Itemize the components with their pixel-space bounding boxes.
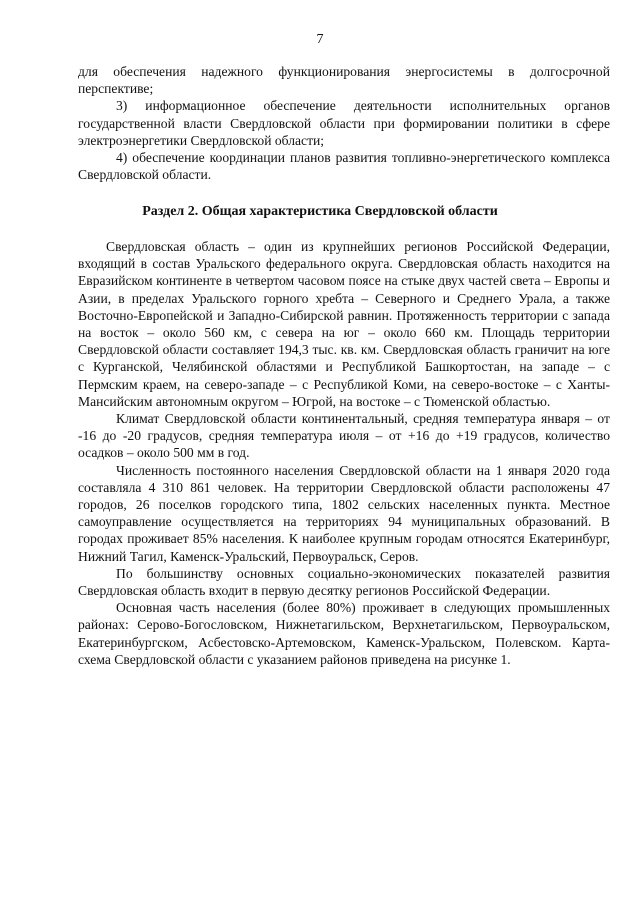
paragraph: 3) информационное обеспечение деятельности исполнительных органов государственной власти Свердловской области при формировании политики в сфере электроэнергетики Свердловской области; <box>78 98 610 148</box>
section-body <box>78 238 610 668</box>
page-number: 7 <box>316 32 324 47</box>
paragraph: Численность постоянного населения Свердловской области на 1 января 2020 года составляла 4 310 861 человек. На территории Свердловской области расположены 47 городов, 26 поселков городского типа, 1802 сельских населенных пункта. Местное самоуправление осуществляется на территориях 94 муниципальных образований. В городах проживает 85% населения. К наиболее крупным городам относятся Екатеринбург, Нижний Тагил, Каменск-Уральский, Первоуральск, Серов. <box>78 462 610 564</box>
paragraph: Свердловская область – один из крупнейших регионов Российской Федерации, входящий в состав Уральского федерального округа. Свердловская область находится на Евразийском континенте в четвертом часовом поясе на стыке двух частей света – Европы и Азии, в пределах Уральского горного хребта – Северного и Среднего Урала, а также Восточно-Европейской и Западно-Сибирской равнин. Протяженность территории с запада на восток – около 560 км, с севера на юг – около 660 км. Площадь территории Свердловской области составляет 194,3 тыс. кв. км. Свердловская область граничит на юге с Курганской, Челябинской областями и Республикой Башкортостан, на западе – с Пермским краем, на северо-западе – с Республикой Коми, на северо-востоке – с Ханты-Мансийским автономным округом – Югрой, на востоке – с Тюменской областью. <box>78 239 610 409</box>
paragraph: Основная часть населения (более 80%) проживает в следующих промышленных районах: Серово-Богословском, Нижнетагильском, Верхнетагильском, Первоуральском, Екатеринбургском, Асбестовско-Артемовском, Каменск-Уральском, Полевском. Карта-схема Свердловской области с указанием районов приведена на рисунке 1. <box>78 600 610 667</box>
intro-text <box>78 63 610 183</box>
paragraph: Климат Свердловской области континентальный, средняя температура января – от -16 до -20 градусов, средняя температура июля – от +16 до +19 градусов, количество осадков – около 500 мм в год. <box>78 411 610 461</box>
paragraph: для обеспечения надежного функционирования энергосистемы в долгосрочной перспективе; <box>78 64 610 97</box>
paragraph: По большинству основных социально-экономических показателей развития Свердловская область входит в первую десятку регионов Российской Федерации. <box>78 565 610 599</box>
paragraph: 4) обеспечение координации планов развития топливно-энергетического комплекса Свердловской области. <box>78 150 610 183</box>
section-heading: Раздел 2. Общая характеристика Свердловской области <box>142 204 498 219</box>
